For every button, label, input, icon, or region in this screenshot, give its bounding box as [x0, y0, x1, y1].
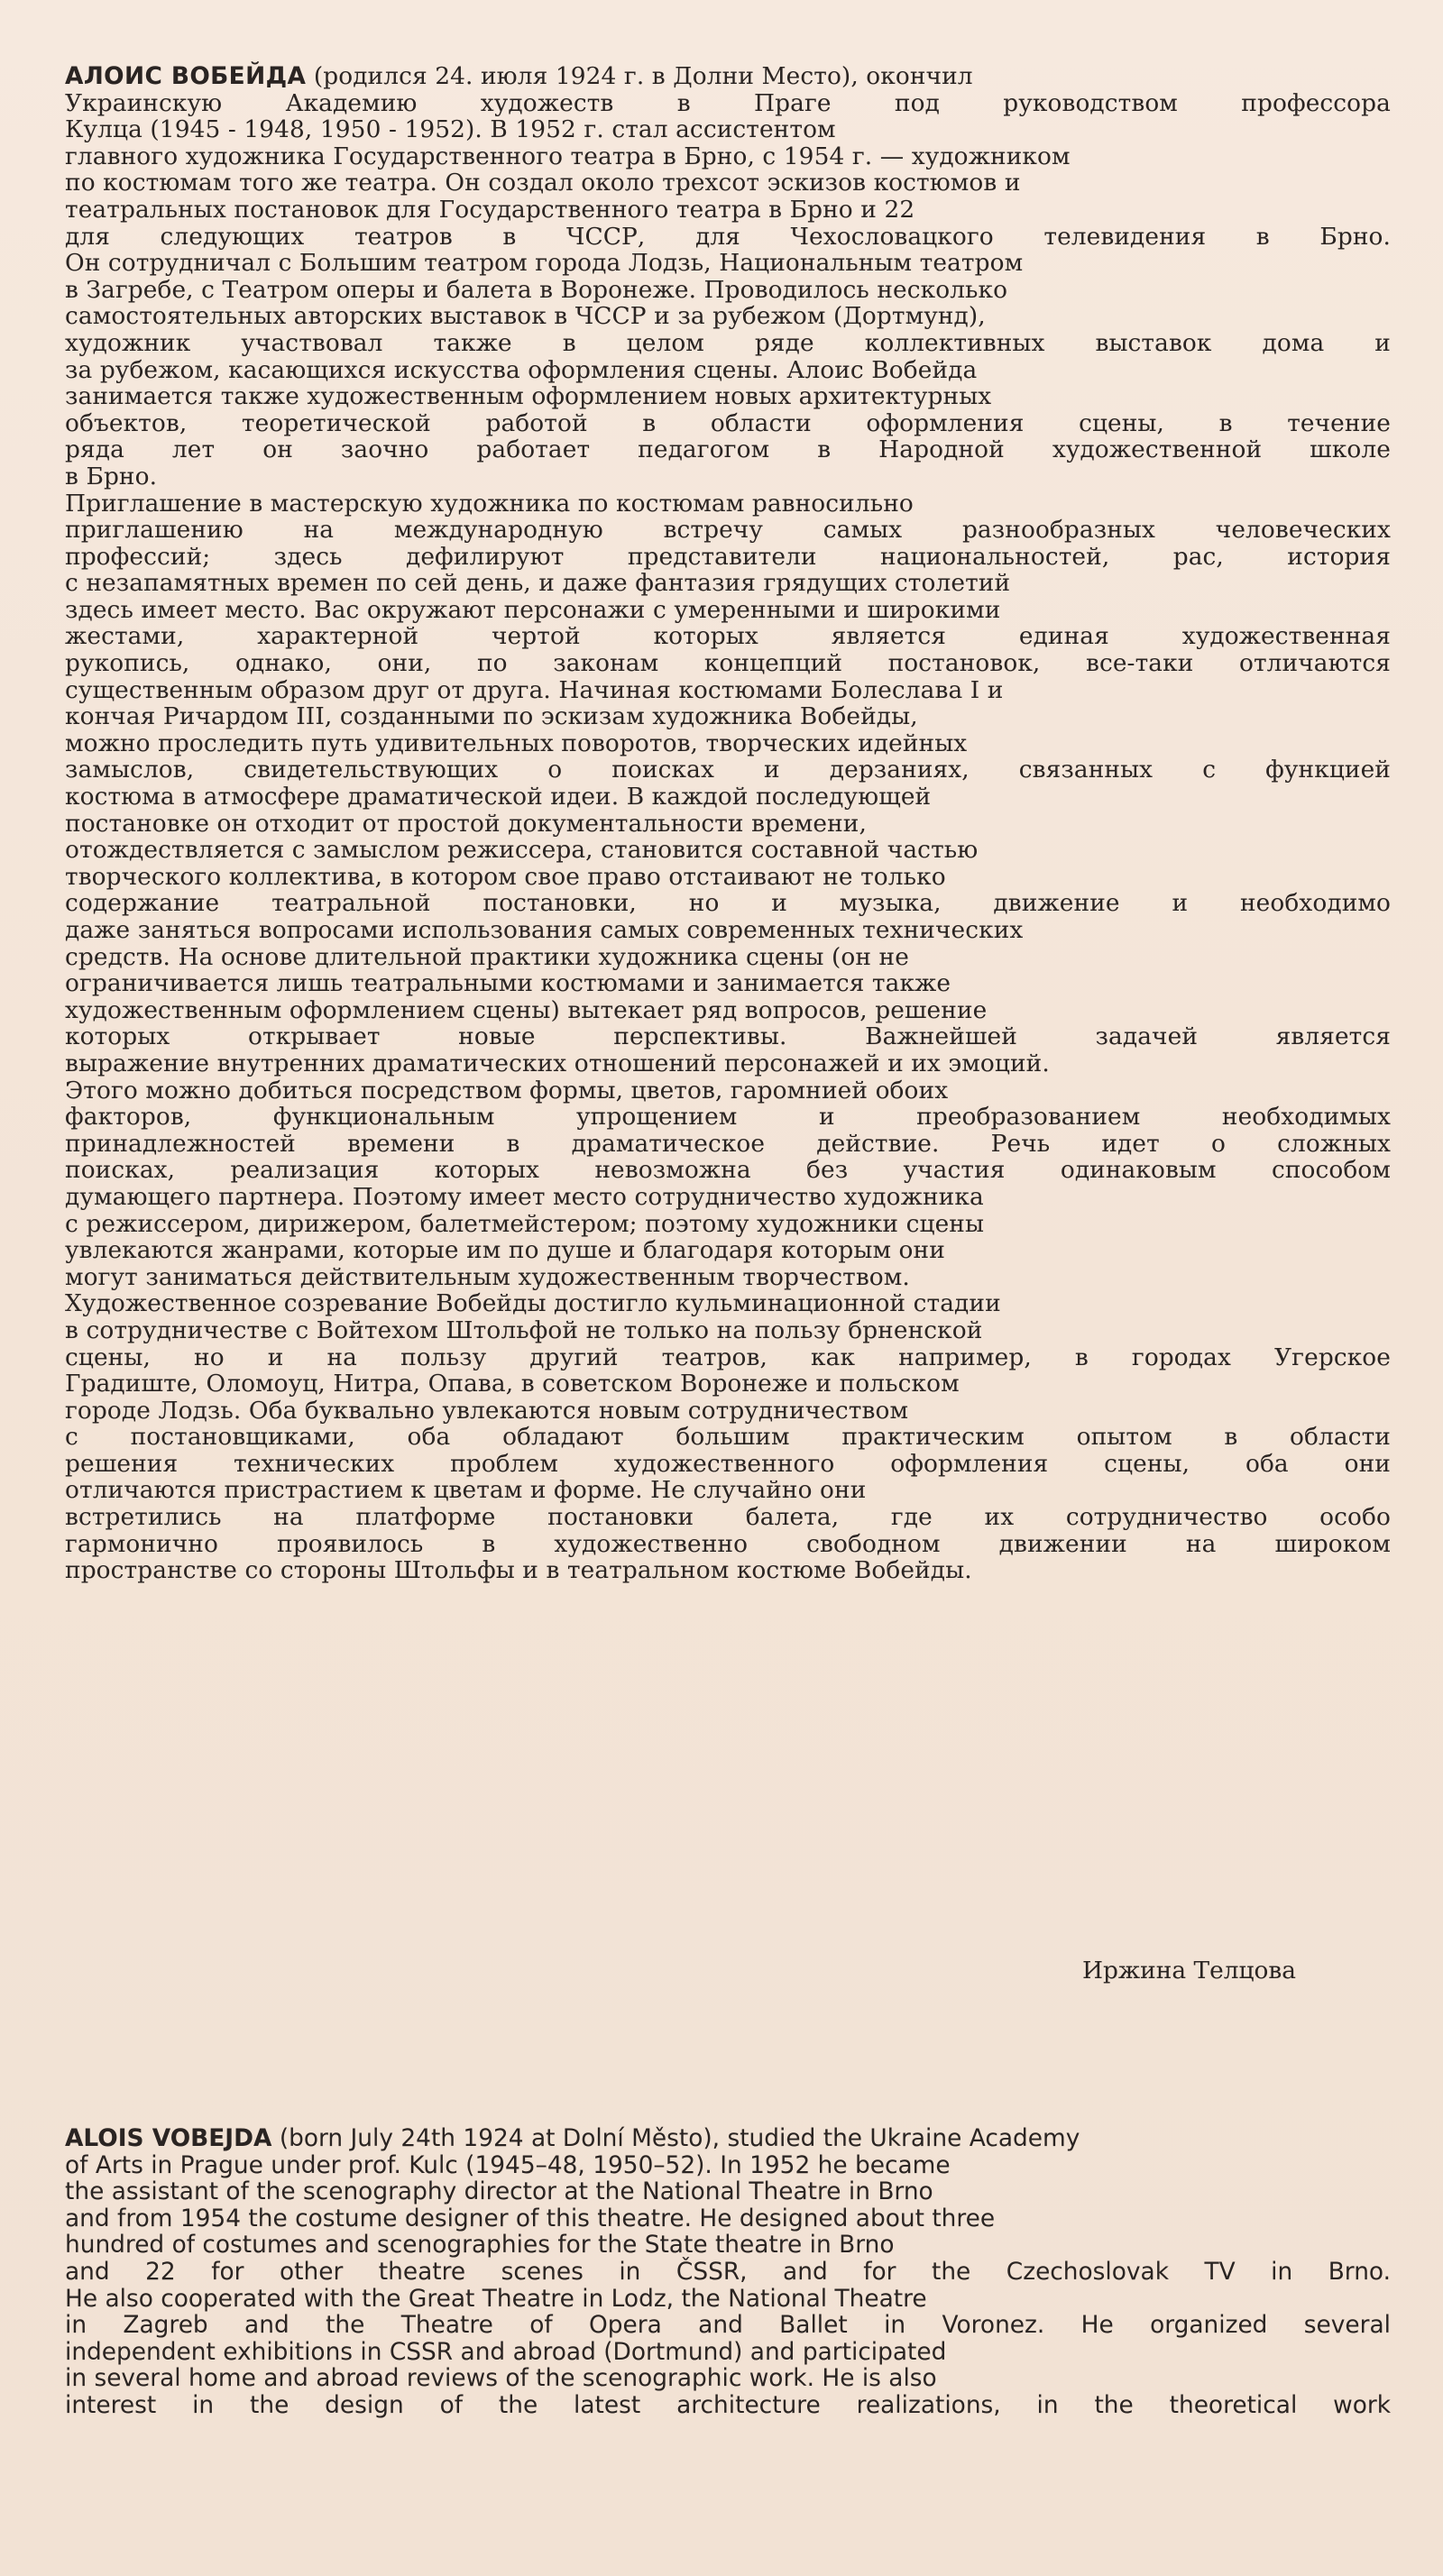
russian-text-line: которых открывает новые перспективы. Важнейшей задачей является — [65, 1022, 1391, 1051]
russian-text-line: даже заняться вопросами использования самых современных технических — [65, 916, 1024, 944]
russian-artist-name: АЛОИС ВОБЕЙДА — [65, 62, 307, 90]
russian-text-line: художественным оформлением сцены) вытекает ряд вопросов, решение — [65, 995, 988, 1024]
russian-text-line: можно проследить путь удивительных поворотов, творческих идейных — [65, 729, 968, 757]
russian-text-line: постановке он отходит от простой документальности времени, — [65, 809, 867, 838]
russian-line-text: (родился 24. июля 1924 г. в Долни Место), окончил — [306, 62, 973, 90]
russian-text-line: в сотрудничестве с Войтехом Штольфой не только на пользу брненской — [65, 1316, 983, 1344]
english-text-line: and from 1954 the costume designer of this theatre. He designed about three — [65, 2204, 996, 2232]
russian-text-line: сцены, но и на пользу другий театров, как например, в городах Угерское — [65, 1343, 1391, 1371]
russian-text-line: кончая Ричардом III, созданными по эскизам художника Вобейды, — [65, 702, 918, 731]
english-text-line: He also cooperated with the Great Theatre in Lodz, the National Theatre — [65, 2284, 927, 2313]
russian-text-line: содержание театральной постановки, но и музыка, движение и необходимо — [65, 889, 1391, 918]
russian-text-line: ряда лет он заочно работает педагогом в Народной художественной школе — [65, 435, 1391, 464]
russian-text-line: Он сотрудничал с Большим театром города Лодзь, Национальным театром — [65, 249, 1024, 278]
russian-text-line: художник участвовал также в целом ряде коллективных выставок дома и — [65, 328, 1391, 357]
russian-text-line: Градиште, Оломоуц, Нитра, Опава, в советском Воронеже и польском — [65, 1370, 960, 1398]
russian-text-line: встретились на платформе постановки балета, где их сотрудничество особо — [65, 1503, 1391, 1532]
english-text-line: in Zagreb and the Theatre of Opera and Ballet in Voronez. He organized several — [65, 2311, 1391, 2340]
english-artist-name: ALOIS VOBEJDA — [65, 2124, 272, 2152]
russian-text-line: объектов, теоретической работой в области оформления сцены, в течение — [65, 408, 1391, 437]
russian-text-line: поисках, реализация которых невозможна без участия одинаковым способом — [65, 1156, 1391, 1185]
english-text-line — [65, 2125, 1391, 2152]
russian-text-line: по костюмам того же театра. Он создал около трехсот эскизов костюмов и — [65, 169, 1021, 197]
russian-text-line: Кулца (1945 - 1948, 1950 - 1952). В 1952 г. стал ассистентом — [65, 115, 836, 144]
author-signature: Иржина Телцова — [1082, 1957, 1296, 1985]
russian-text-line: творческого коллектива, в котором свое право отстаивают не только — [65, 862, 946, 891]
russian-text-line: Этого можно добиться посредством формы, цветов, гаромнией обоих — [65, 1076, 949, 1105]
russian-text-line: с режиссером, дирижером, балетмейстером; поэтому художники сцены — [65, 1209, 985, 1238]
russian-text-line: пространстве со стороны Штольфы и в театральном костюме Вобейды. — [65, 1556, 972, 1585]
russian-text-line: костюма в атмосфере драматической идеи. В каждой последующей — [65, 783, 932, 811]
english-line-text: (born July 24th 1924 at Dolní Město), studied the Ukraine Academy — [271, 2124, 1080, 2152]
russian-text-line: Приглашение в мастерскую художника по костюмам равносильно — [65, 489, 914, 518]
english-text-line: of Arts in Prague under prof. Kulc (1945–48, 1950–52). In 1952 he became — [65, 2150, 951, 2179]
russian-text-line: занимается также художественным оформлением новых архитектурных — [65, 382, 992, 411]
russian-text-line: рукопись, однако, они, по законам концепций постановок, все-таки отличаются — [65, 649, 1391, 678]
english-biography-text — [65, 2125, 1391, 2419]
russian-text-line: в Загребе, с Театром оперы и балета в Воронеже. Проводилось несколько — [65, 275, 1008, 304]
russian-text-line: жестами, характерной чертой которых является единая художественная — [65, 622, 1391, 651]
russian-text-line: профессий; здесь дефилируют представители национальностей, рас, история — [65, 542, 1391, 571]
russian-text-line: главного художника Государственного театра в Брно, с 1954 г. — художником — [65, 142, 1071, 170]
russian-text-line: гармонично проявилось в художественно свободном движении на широком — [65, 1529, 1391, 1558]
russian-text-line: здесь имеет место. Вас окружают персонажи с умеренными и широкими — [65, 595, 1001, 624]
russian-biography-text — [65, 63, 1391, 1584]
russian-text-line: приглашению на международную встречу самых разнообразных человеческих — [65, 516, 1391, 545]
russian-text-line: существенным образом друг от друга. Начиная костюмами Болеслава I и — [65, 675, 1004, 704]
russian-text-line: думающего партнера. Поэтому имеет место сотрудничество художника — [65, 1182, 984, 1211]
russian-text-line: Украинскую Академию художеств в Праге под руководством профессора — [65, 88, 1391, 117]
english-text-line: independent exhibitions in CSSR and abroad (Dortmund) and participated — [65, 2337, 947, 2366]
russian-text-line: городе Лодзь. Оба буквально увлекаются новым сотрудничеством — [65, 1396, 909, 1425]
russian-text-line: принадлежностей времени в драматическое действие. Речь идет о сложных — [65, 1129, 1391, 1158]
english-text-line: interest in the design of the latest architecture realizations, in the theoretical work — [65, 2390, 1391, 2419]
russian-text-line: отличаются пристрастием к цветам и форме. Не случайно они — [65, 1476, 867, 1505]
russian-text-line: самостоятельных авторских выставок в ЧССР и за рубежом (Дортмунд), — [65, 302, 986, 331]
russian-text-line: для следующих театров в ЧССР, для Чехословацкого телевидения в Брно. — [65, 222, 1391, 251]
russian-text-line: Художественное созревание Вобейды достигло кульминационной стадии — [65, 1289, 1001, 1318]
russian-text-line: факторов, функциональным упрощением и преобразованием необходимых — [65, 1103, 1391, 1132]
russian-text-line: за рубежом, касающихся искусства оформления сцены. Алоис Вобейда — [65, 355, 978, 384]
russian-text-line: в Брно. — [65, 462, 158, 490]
english-text-line: and 22 for other theatre scenes in ČSSR, and for the Czechoslovak TV in Brno. — [65, 2257, 1391, 2286]
english-text-line: hundred of costumes and scenographies for the State theatre in Brno — [65, 2231, 895, 2260]
russian-text-line: с постановщиками, оба обладают большим практическим опытом в области — [65, 1423, 1391, 1452]
russian-text-line: отождествляется с замыслом режиссера, становится составной частью — [65, 836, 979, 865]
russian-text-line — [65, 63, 1391, 90]
russian-text-line: театральных постановок для Государственного театра в Брно и 22 — [65, 195, 915, 224]
russian-text-line: увлекаются жанрами, которые им по душе и благодаря которым они — [65, 1236, 945, 1265]
russian-text-line: средств. На основе длительной практики художника сцены (он не — [65, 942, 909, 971]
russian-text-line: ограничивается лишь театральными костюмами и занимается также — [65, 969, 951, 998]
english-text-line: in several home and abroad reviews of the scenographic work. He is also — [65, 2364, 937, 2393]
russian-text-line: замыслов, свидетельствующих о поисках и дерзаниях, связанных с функцией — [65, 756, 1391, 784]
russian-text-line: решения технических проблем художественного оформления сцены, оба они — [65, 1449, 1391, 1478]
russian-text-line: выражение внутренних драматических отношений персонажей и их эмоций. — [65, 1049, 1050, 1077]
english-text-line: the assistant of the scenography director at the National Theatre in Brno — [65, 2177, 933, 2206]
russian-text-line: могут заниматься действительным художественным творчеством. — [65, 1262, 910, 1291]
russian-text-line: с незапамятных времен по сей день, и даже фантазия грядущих столетий — [65, 569, 1011, 598]
